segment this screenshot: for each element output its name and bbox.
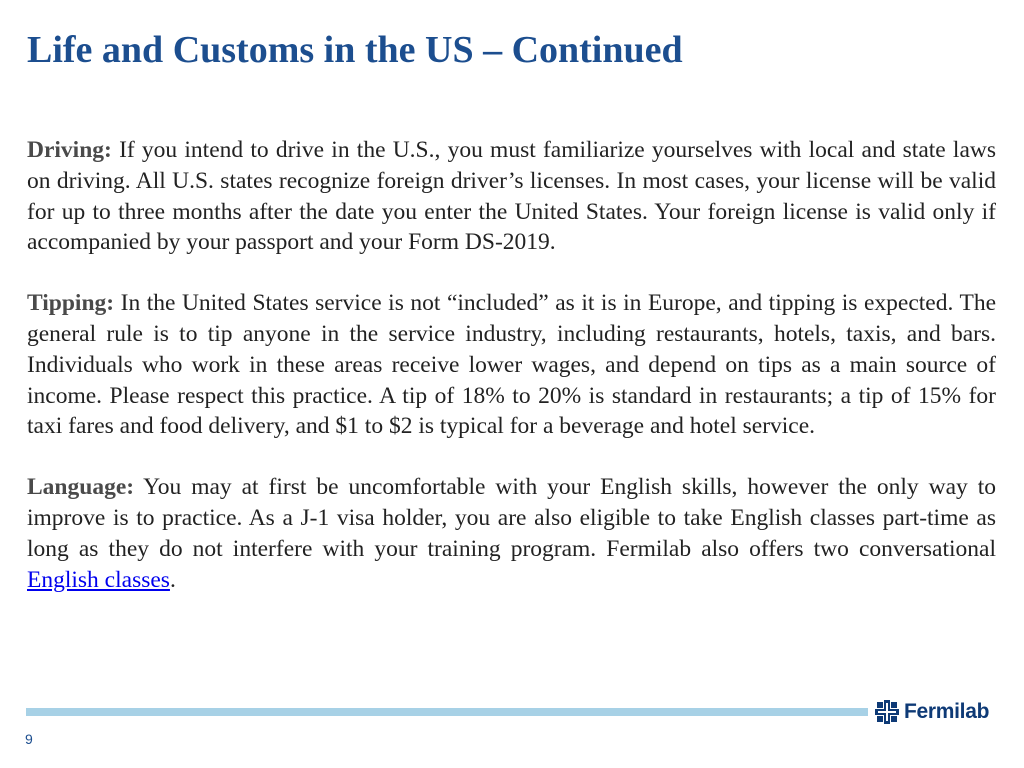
fermilab-logo-icon — [874, 699, 900, 725]
tipping-paragraph — [27, 288, 996, 442]
language-paragraph — [27, 472, 996, 595]
slide-title: Life and Customs in the US – Continued — [27, 29, 683, 71]
tipping-text: In the United States service is not “included” as it is in Europe, and tipping is expected. The general rule is to tip anyone in the service industry, including restaurants, hotels, taxis, and bars. Individuals who work in these areas receive lower wages, and depend on tips as a main source of income. Please respect this practice. A tip of 18% to 20% is standard in restaurants; a tip of 15% for taxi fares and food delivery, and $1 to $2 is typical for a beverage and hotel service. — [27, 290, 996, 440]
slide-body — [27, 135, 996, 625]
language-text: You may at first be uncomfortable with your English skills, however the only way to improve is to practice. As a J-1 visa holder, you are also eligible to take English classes part-time as long as they do not interfere with your training program. Fermilab also offers two conversational — [27, 474, 996, 562]
driving-paragraph — [27, 135, 996, 258]
driving-text: If you intend to drive in the U.S., you must familiarize yourselves with local and state laws on driving. All U.S. states recognize foreign driver’s licenses. In most cases, your license will be valid for up to three months after the date you enter the United States. Your foreign license is valid only if accompanied by your passport and your Form DS-2019. — [27, 137, 996, 256]
driving-heading: Driving: — [27, 137, 112, 163]
page-number: 9 — [25, 731, 33, 747]
fermilab-logo-text: Fermilab — [904, 700, 990, 723]
english-classes-link[interactable]: English classes — [27, 566, 170, 593]
fermilab-logo — [874, 698, 989, 726]
tipping-heading: Tipping: — [27, 290, 115, 317]
language-heading: Language: — [27, 474, 135, 501]
language-trailing: . — [169, 566, 176, 593]
footer-divider-bar — [26, 708, 868, 716]
